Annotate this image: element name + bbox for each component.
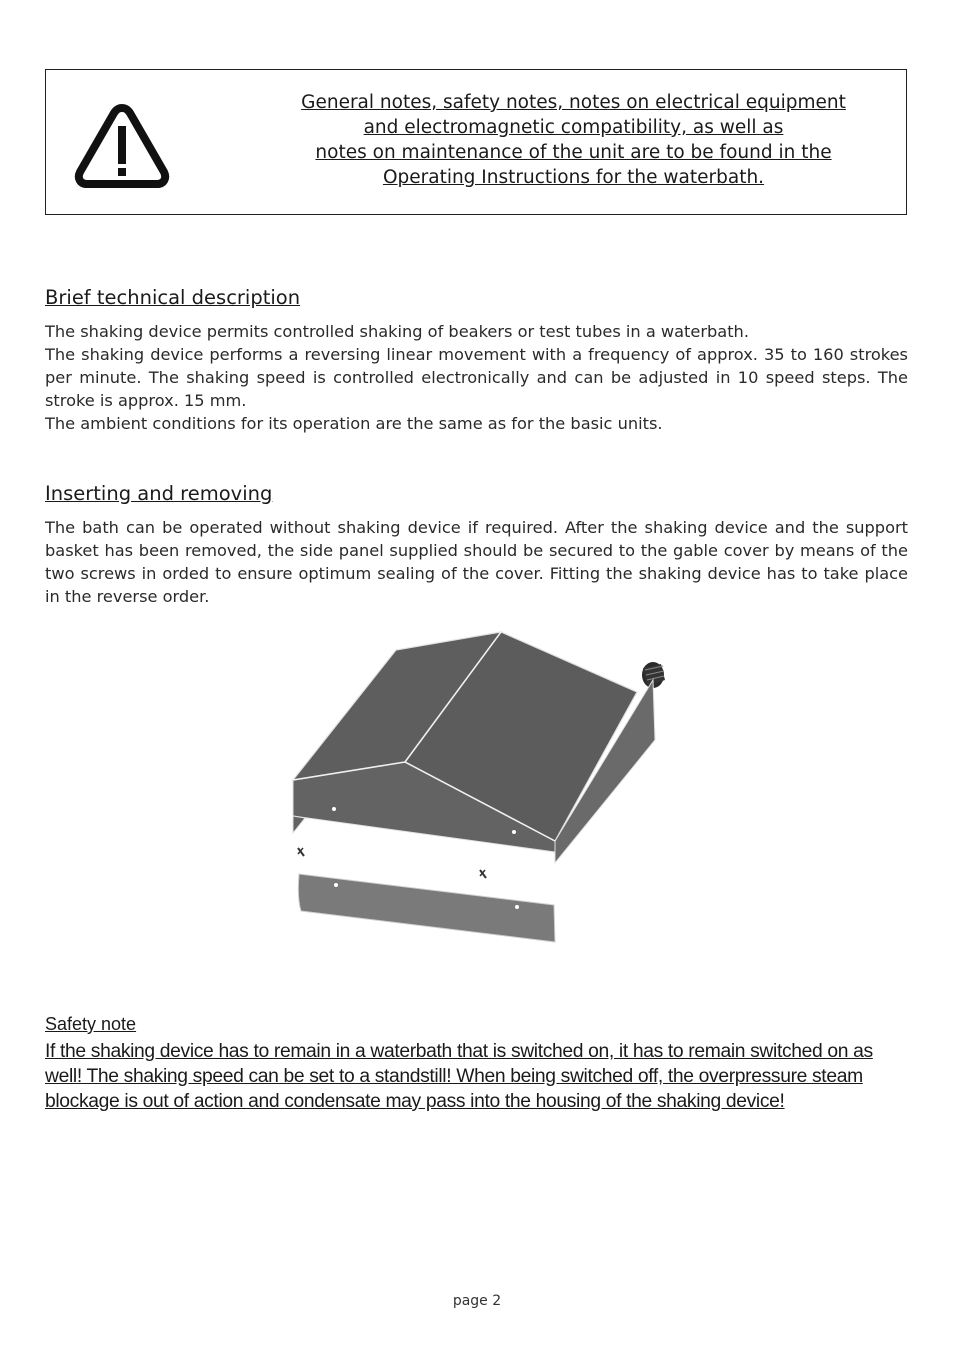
notice-line: General notes, safety notes, notes on electrical equipment bbox=[301, 92, 846, 113]
safety-line: well! The shaking speed can be set to a standstill! When being switched off, the overpressure steam bbox=[45, 1066, 863, 1087]
safety-note-text bbox=[45, 1039, 909, 1114]
brief-description-heading: Brief technical description bbox=[45, 286, 301, 309]
safety-note-title: Safety note bbox=[45, 1014, 137, 1034]
warning-triangle-icon bbox=[74, 102, 170, 190]
screw-icon bbox=[298, 848, 304, 856]
inserting-removing-heading: Inserting and removing bbox=[45, 482, 273, 505]
notice-line: notes on maintenance of the unit are to be found in the bbox=[315, 142, 832, 163]
notice-text bbox=[251, 90, 896, 190]
notice-line: Operating Instructions for the waterbath. bbox=[382, 167, 765, 188]
safety-line: blockage is out of action and condensate may pass into the housing of the shaking device! bbox=[45, 1091, 785, 1112]
brief-para-1: The shaking device permits controlled shaking of beakers or test tubes in a waterbath. bbox=[45, 322, 749, 341]
inserting-para: The bath can be operated without shaking device if required. After the shaking device and the support basket has been removed, the side panel supplied should be secured to the gable cover by means of the two screws in orded to ensure optimum sealing of the cover. Fitting the shaking device has to take place in the reverse order. bbox=[45, 518, 908, 606]
page-number: page 2 bbox=[452, 1293, 502, 1309]
safety-line: If the shaking device has to remain in a waterbath that is switched on, it has to remain switched on as bbox=[45, 1041, 873, 1062]
brief-para-3: The ambient conditions for its operation are the same as for the basic units. bbox=[45, 414, 663, 433]
notice-line: and electromagnetic compatibility, as well as bbox=[363, 117, 784, 138]
notice-box bbox=[45, 69, 907, 215]
shaking-device-figure bbox=[285, 628, 675, 953]
screw-icon bbox=[480, 870, 486, 878]
brief-para-2: The shaking device performs a reversing linear movement with a frequency of approx. 35 to 160 strokes per minute. The shaking speed is controlled electronically and can be adjusted in 10 speed steps. The stroke is approx. 15 mm. bbox=[45, 345, 908, 410]
